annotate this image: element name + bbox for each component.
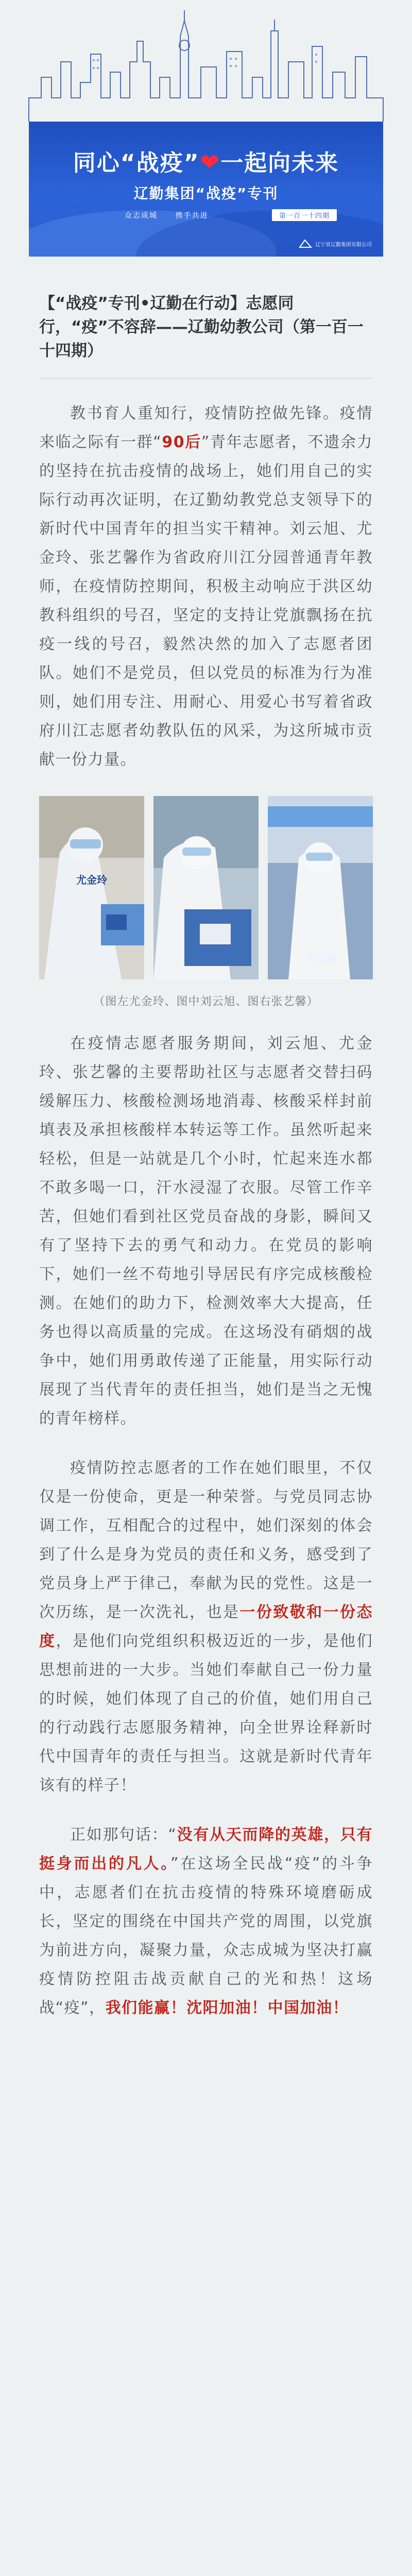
volunteer-photo-row bbox=[39, 796, 373, 979]
banner-title-right: 一起向未来 bbox=[220, 150, 339, 176]
slogan-2: 携手共进 bbox=[175, 212, 209, 220]
banner-title bbox=[29, 144, 383, 177]
text: ，是他们向党组织积极迈近的一步，是他们思想前进的一大步。当她们奉献自己一份力量的时候，她们体现了自己的价值，她们用自己的行动践行志愿服务精神，向全世界诠释新时代中国青年的责任与担当。这就是新时代青年该有的样子！ bbox=[39, 1632, 373, 1794]
closing-cheer: 我们能赢！沈阳加油！中国加油！ bbox=[105, 1999, 349, 2017]
text: 正如那句话：“ bbox=[70, 1826, 177, 1844]
article-body bbox=[29, 268, 383, 2023]
logo-icon bbox=[299, 239, 312, 248]
banner-slogan bbox=[125, 210, 222, 221]
text: 疫情防控志愿者的工作在她们眼里，不仅仅是一份使命，更是一种荣誉。与党员同志协调工作，互相配合的过程中，她们深刻的体会到了什么是身为党员的责任和义务，感受到了党员身上严于律己，奉献为民的党性。这是一次历练，是一次洗礼，也是 bbox=[39, 1459, 373, 1621]
city-skyline-illustration bbox=[0, 0, 412, 124]
paragraph-closing bbox=[39, 1821, 373, 2023]
campaign-banner bbox=[29, 122, 383, 257]
spacer bbox=[29, 1800, 383, 1821]
text: 教书育人重知行，疫情防控做先锋。疫情来临之际有一群“ bbox=[39, 404, 373, 451]
headline-divider bbox=[39, 378, 373, 379]
slogan-1: 众志成城 bbox=[125, 212, 158, 220]
highlight-respect: 一份致敬和一份态度 bbox=[39, 1603, 373, 1650]
banner-subtitle: 辽勤集团“战疫”专刊 bbox=[133, 185, 279, 202]
suit-name-label: 尤金玲 bbox=[76, 874, 107, 886]
suit-name-label: 张艺馨 bbox=[308, 953, 336, 963]
text: ”青年志愿者，不遗余力的坚持在抗击疫情的战场上，她们用自己的实际行动再次证明，在辽勤幼教党总支领导下的新时代中国青年的担当实干精神。刘云旭、尤金玲、张艺馨作为省政府川江分园普通青年教师，在疫情防控期间，积极主动响应于洪区幼教科组织的号召，坚定的支持让党旗飘扬在抗疫一线的号召，毅然决然的加入了志愿者团队。她们不是党员，但以党员的标准为行为准则，她们用专注、用耐心、用爱心书写着省政府川江志愿者幼教队伍的风采，为这所城市贡献一份力量。 bbox=[39, 433, 373, 769]
heart-icon: ❤ bbox=[199, 148, 221, 176]
photo-center bbox=[153, 796, 259, 979]
spacer bbox=[29, 1009, 383, 1029]
paragraph-intro bbox=[39, 399, 373, 774]
quote-heroes: 没有从天而降的英雄，只有挺身而出的凡人。 bbox=[39, 1826, 373, 1873]
issue-badge: 第一百一十四期 bbox=[272, 209, 337, 221]
company-logo bbox=[299, 239, 372, 248]
banner-title-left: 同心“战疫” bbox=[73, 150, 200, 176]
spacer bbox=[29, 1433, 383, 1454]
photo-right bbox=[268, 796, 373, 979]
photo-caption: （图左尤金玲、图中刘云旭、图右张艺馨） bbox=[93, 995, 319, 1008]
paragraph-honor bbox=[39, 1454, 373, 1800]
paragraph-service: 在疫情志愿者服务期间，刘云旭、尤金玲、张艺馨的主要帮助社区与志愿者交替扫码缓解压力、核酸检测场地消毒、核酸采样封前填表及承担核酸样本转运等工作。虽然听起来轻松，但是一站就是几个小时，忙起来连水都不敢多喝一口，汗水浸湿了衣服。尽管工作辛苦，但她们看到社区党员奋战的身影，瞬间又有了坚持下去的勇气和动力。在党员的影响下，她们一丝不苟地引导居民有序完成核酸检测。在她们的助力下，检测效率大大提高，任务也得以高质量的完成。在这场没有硝烟的战争中，她们用勇敢传递了正能量，用实际行动展现了当代青年的责任担当，她们是当之无愧的青年榜样。 bbox=[39, 1035, 373, 1428]
skyline-header bbox=[0, 0, 412, 124]
highlight-90s: 90后 bbox=[162, 433, 201, 451]
logo-text: 辽宁省辽勤集团有限公司 bbox=[315, 242, 372, 248]
photo-left bbox=[39, 796, 144, 979]
article-headline: 【“战疫”专刊•辽勤在行动】志愿同行，“疫”不容辞——辽勤幼教公司（第一百一十四期） bbox=[39, 294, 364, 360]
text: ”在这场全民战“疫”的斗争中，志愿者们在抗击疫情的特殊环境磨砺成长，坚定的围绕在中国共产党的周围，以党旗为前进方向，凝聚力量，众志成城为坚决打赢疫情防控阻击战贡献自己的光和热！这场战“疫”， bbox=[39, 1855, 373, 2017]
